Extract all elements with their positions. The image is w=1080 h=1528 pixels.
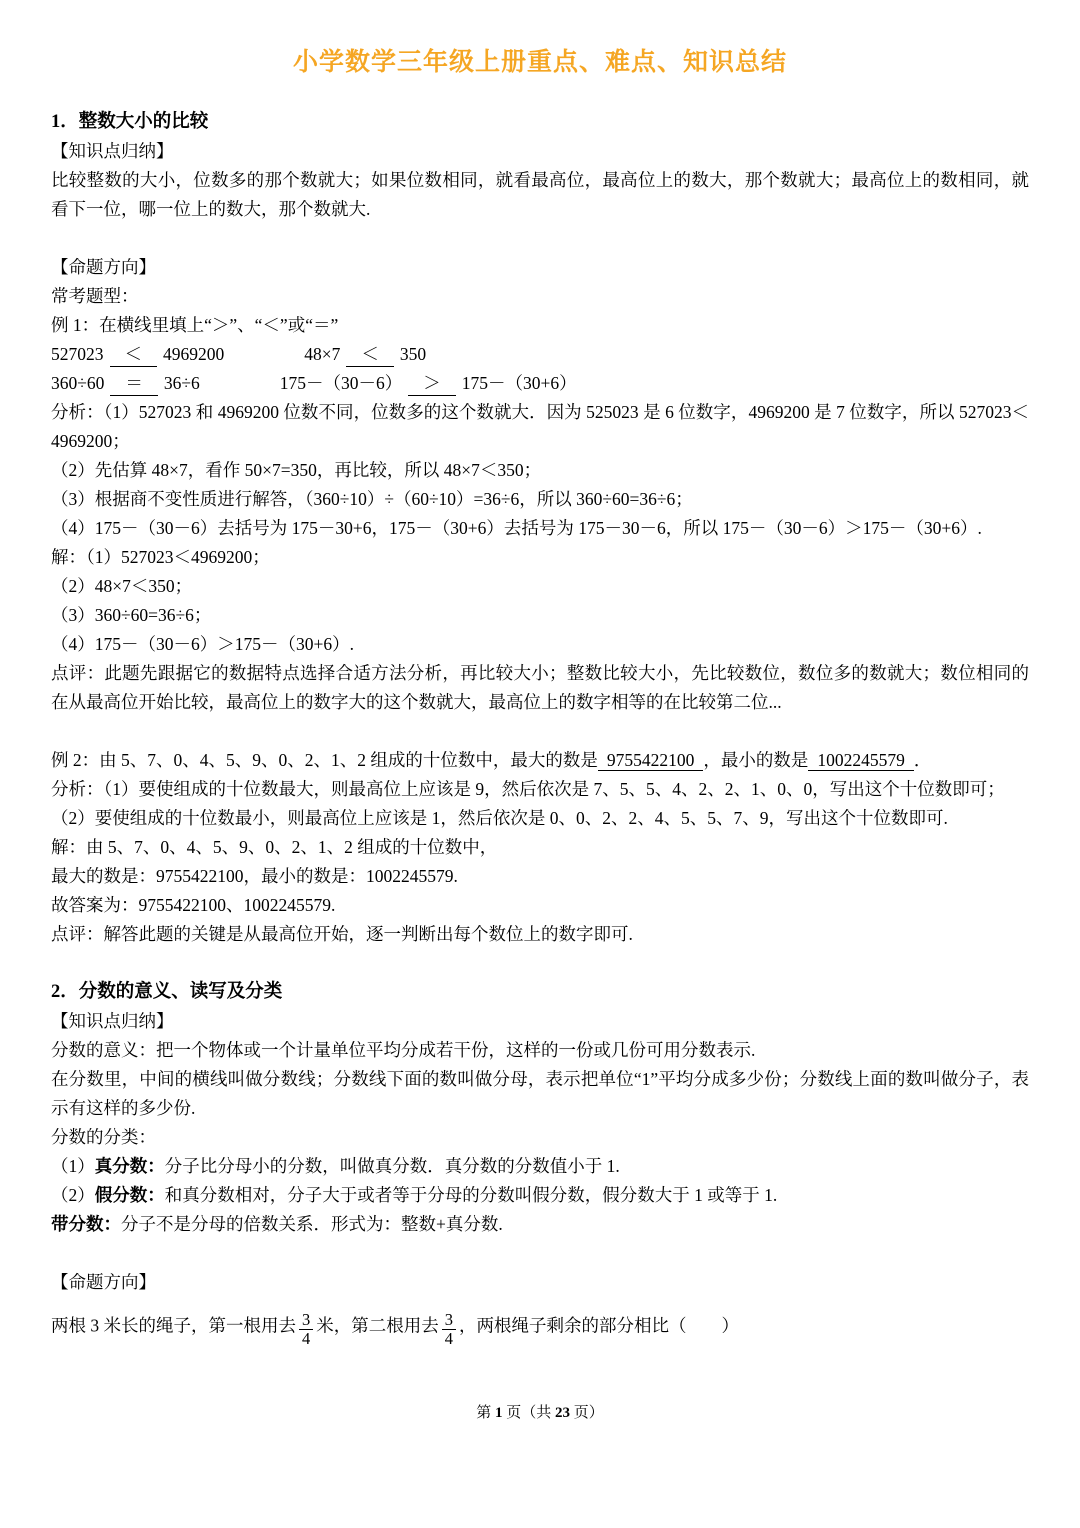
expression-text: 527023 [51, 344, 104, 364]
example2-mid: ，最小的数是 [703, 750, 809, 770]
example1-solution-2: （2）48×7＜350； [51, 576, 193, 596]
expression-text: 350 [399, 344, 427, 364]
expression-text: 175－（30+6） [461, 373, 577, 393]
example1-analysis-2: （2）先估算 48×7，看作 50×7=350，再比较，所以 48×7＜350； [51, 460, 542, 480]
spacer [51, 949, 1029, 978]
example1-solution-1: 解：（1）527023＜4969200； [51, 547, 270, 567]
example1-solution-4: （4）175－（30－6）＞175－（30+6）. [51, 634, 354, 654]
fraction-numerator: 3 [442, 1311, 456, 1330]
section-1-integer-comparison [51, 108, 1029, 949]
definition-text: 分子不是分母的倍数关系．形式为：整数+真分数. [121, 1214, 503, 1234]
total-page-count: 23 [555, 1405, 570, 1421]
fraction-denominator: 4 [302, 1328, 311, 1348]
spacer [51, 224, 1029, 253]
answer-blank: ＜ [110, 342, 158, 367]
answer-blank: ＞ [408, 371, 456, 396]
answer-blank: ＝ [110, 371, 158, 396]
question-direction-label: 【命题方向】 [51, 257, 156, 277]
example2-text [51, 746, 1029, 775]
example1-comment: 点评：此题先跟据它的数据特点选择合适方法分析，再比较大小；整数比较大小，先比较数位，数位多的数就大；数位相同的在从最高位开始比较，最高位上的数字大的这个数就大，最高位上的数字相等的在比较第二位... [51, 663, 1029, 712]
spacer [51, 1297, 1029, 1311]
fraction-numerator: 3 [299, 1311, 313, 1330]
question-text: 两根 3 米长的绳子，第一根用去 [51, 1315, 296, 1336]
definition-text: 分子比分母小的分数，叫做真分数．真分数的分数值小于 1. [164, 1156, 620, 1176]
mixed-number-definition [51, 1210, 1029, 1239]
footer-text: 页） [570, 1405, 604, 1421]
item-number: （1） [51, 1156, 95, 1176]
fraction-three-fourths [442, 1311, 456, 1348]
fraction-denominator: 4 [444, 1328, 453, 1348]
fraction-meaning: 分数的意义：把一个物体或一个计量单位平均分成若干份，这样的一份或几份可用分数表示. [51, 1040, 756, 1060]
example1-analysis-3: （3）根据商不变性质进行解答，（360÷10）÷（60÷10）=36÷6，所以 360÷60=36÷6； [51, 489, 693, 509]
current-page-number: 1 [494, 1405, 503, 1421]
footer-text: 第 [476, 1405, 495, 1421]
fill-blank-row-1 [51, 340, 1029, 369]
section2-heading: 2．分数的意义、读写及分类 [51, 982, 283, 1002]
example2-post: ． [913, 750, 932, 770]
expression-text: 360÷60 [51, 373, 105, 393]
expression-text: 48×7 [304, 344, 341, 364]
question-text: 米，第二根用去 [316, 1315, 439, 1336]
example1-intro: 例 1：在横线里填上“＞”、“＜”或“＝” [51, 315, 339, 335]
example2-comment: 点评：解答此题的关键是从最高位开始，逐一判断出每个数位上的数字即可. [51, 924, 633, 944]
footer-text: 页（共 [502, 1405, 555, 1421]
expression-text: 36÷6 [163, 373, 200, 393]
example2-pre: 例 2：由 5、7、0、4、5、9、0、2、1、2 组成的十位数中，最大的数是 [51, 750, 598, 770]
question-text: ，两根绳子剩余的部分相比（ ） [459, 1315, 739, 1336]
example2-analysis-1: 分析：（1）要使组成的十位数最大，则最高位上应该是 9，然后依次是 7、5、5、4、2、2、1、0、0，写出这个十位数即可； [51, 779, 1005, 799]
section-2-fractions [51, 978, 1029, 1348]
rope-question [51, 1311, 1029, 1348]
fraction-classification-label: 分数的分类： [51, 1127, 156, 1147]
example2-solution-2: 最大的数是：9755422100，最小的数是：1002245579. [51, 866, 458, 886]
example2-solution-1: 解：由 5、7、0、4、5、9、0、2、1、2 组成的十位数中， [51, 837, 498, 857]
document-title: 小学数学三年级上册重点、难点、知识总结 [292, 49, 787, 76]
section1-knowledge-text: 比较整数的大小，位数多的那个数就大；如果位数相同，就看最高位，最高位上的数大，那个数就大；最高位上的数相同，就看下一位，哪一位上的数大，那个数就大. [51, 170, 1029, 219]
expression-text: 175－（30－6） [279, 373, 403, 393]
example2-analysis-2: （2）要使组成的十位数最小，则最高位上应该是 1，然后依次是 0、0、2、2、4、5、5、7、9，写出这个十位数即可. [51, 808, 948, 828]
expression-text: 4969200 [163, 344, 225, 364]
question-direction-label: 【命题方向】 [51, 1272, 156, 1292]
spacer [51, 717, 1029, 746]
example2-answer-max: 9755422100 [598, 750, 704, 771]
spacer [51, 1239, 1029, 1268]
answer-blank: ＜ [346, 342, 394, 367]
example2-answer-min: 1002245579 [808, 750, 914, 771]
page-footer [0, 1402, 1080, 1424]
fraction-structure: 在分数里，中间的横线叫做分数线；分数线下面的数叫做分母，表示把单位“1”平均分成多少份；分数线上面的数叫做分子，表示有这样的多少份. [51, 1069, 1029, 1118]
example1-analysis-1: 分析：（1）527023 和 4969200 位数不同，位数多的这个数就大．因为 525023 是 6 位数字，4969200 是 7 位数字，所以 527023＜4969200； [51, 402, 1029, 451]
knowledge-points-label: 【知识点归纳】 [51, 141, 174, 161]
example1-solution-3: （3）360÷60=36÷6； [51, 605, 212, 625]
proper-fraction-definition [51, 1152, 1029, 1181]
section1-heading: 1．整数大小的比较 [51, 112, 209, 132]
common-question-types: 常考题型： [51, 286, 139, 306]
term-mixed-number: 带分数： [51, 1214, 121, 1234]
example2-solution-3: 故答案为：9755422100、1002245579. [51, 895, 336, 915]
improper-fraction-definition [51, 1181, 1029, 1210]
example1-analysis-4: （4）175－（30－6）去括号为 175－30+6，175－（30+6）去括号为 175－30－6，所以 175－（30－6）＞175－（30+6）. [51, 518, 982, 538]
fill-blank-row-2 [51, 369, 1029, 398]
term-proper-fraction: 真分数： [94, 1156, 165, 1176]
definition-text: 和真分数相对，分子大于或者等于分母的分数叫假分数，假分数大于 1 或等于 1. [164, 1185, 778, 1205]
term-improper-fraction: 假分数： [94, 1185, 165, 1205]
fraction-three-fourths [299, 1311, 313, 1348]
item-number: （2） [51, 1185, 95, 1205]
knowledge-points-label: 【知识点归纳】 [51, 1011, 174, 1031]
